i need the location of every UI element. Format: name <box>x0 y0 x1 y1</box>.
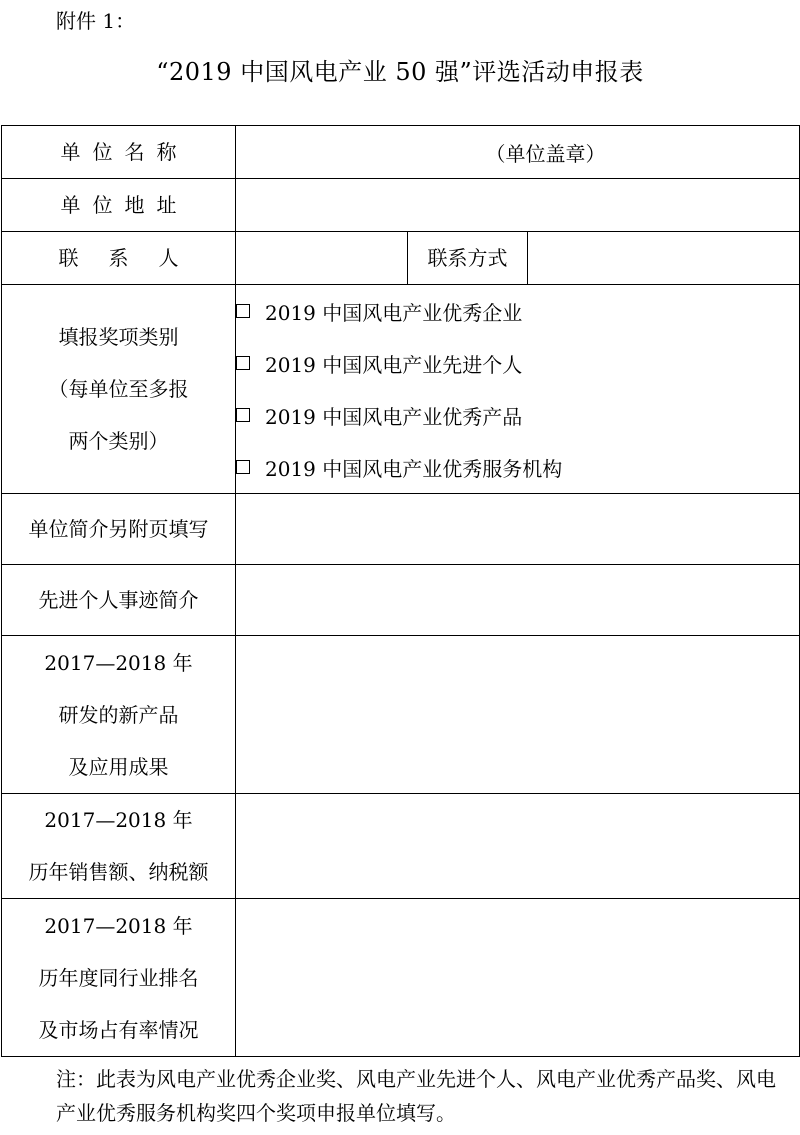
attachment-label: 附件 1： <box>56 9 136 33</box>
row-rd-products <box>2 636 800 794</box>
award-option-excellent-enterprise[interactable] <box>236 285 799 337</box>
award-option-excellent-product[interactable] <box>236 389 799 441</box>
checkbox-icon[interactable] <box>236 356 250 370</box>
industry-rank-label-line-1: 2017—2018 年 <box>44 913 193 938</box>
checkbox-icon[interactable] <box>236 304 250 318</box>
unit-seal-note: （单位盖章） <box>485 141 606 166</box>
award-option-label: 2019 中国风电产业优秀服务机构 <box>265 456 563 481</box>
row-award-category <box>2 285 800 494</box>
unit-name-label-cell <box>2 126 236 179</box>
rd-products-label-line-1: 2017—2018 年 <box>44 650 193 675</box>
sales-tax-label-line-1: 2017—2018 年 <box>44 808 193 832</box>
unit-name-label: 单位名称 <box>60 140 189 164</box>
unit-address-label: 单位地址 <box>60 193 189 217</box>
rd-products-field[interactable] <box>236 636 800 794</box>
row-contact <box>2 232 800 285</box>
row-unit-address <box>2 179 800 232</box>
contact-method-field[interactable] <box>528 232 800 285</box>
industry-rank-label-line-2: 历年度同行业排名 <box>38 965 199 990</box>
contact-method-label: 联系方式 <box>408 232 528 285</box>
unit-address-field[interactable] <box>236 179 800 232</box>
sales-tax-label-line-2: 历年销售额、纳税额 <box>28 860 209 884</box>
rd-products-label <box>2 636 236 794</box>
row-sales-tax <box>2 794 800 899</box>
industry-rank-label <box>2 899 236 1057</box>
award-options <box>236 285 800 494</box>
person-deeds-field[interactable] <box>236 565 800 636</box>
industry-rank-field[interactable] <box>236 899 800 1057</box>
checkbox-icon[interactable] <box>236 408 250 422</box>
rd-products-label-line-2: 研发的新产品 <box>58 702 179 727</box>
person-deeds-label: 先进个人事迹简介 <box>2 565 236 636</box>
row-unit-intro <box>2 494 800 565</box>
footnote: 注：此表为风电产业优秀企业奖、风电产业先进个人、风电产业优秀产品奖、风电产业优秀服务机构奖四个奖项申报单位填写。 <box>56 1067 776 1125</box>
sales-tax-field[interactable] <box>236 794 800 899</box>
contact-person-field[interactable] <box>236 232 408 285</box>
unit-intro-label: 单位简介另附页填写 <box>2 494 236 565</box>
sales-tax-label <box>2 794 236 899</box>
unit-address-label-cell <box>2 179 236 232</box>
unit-name-field[interactable] <box>236 126 800 179</box>
industry-rank-label-line-3: 及市场占有率情况 <box>38 1017 199 1042</box>
unit-intro-field[interactable] <box>236 494 800 565</box>
row-unit-name <box>2 126 800 179</box>
award-option-label: 2019 中国风电产业优秀企业 <box>265 300 523 325</box>
award-category-label-line-3: 两个类别） <box>68 429 169 453</box>
row-person-deeds <box>2 565 800 636</box>
checkbox-icon[interactable] <box>236 460 250 474</box>
award-option-label: 2019 中国风电产业先进个人 <box>265 352 523 377</box>
application-form-table <box>1 125 800 1057</box>
award-category-label-line-1: 填报奖项类别 <box>58 325 179 349</box>
row-industry-rank <box>2 899 800 1057</box>
award-option-advanced-individual[interactable] <box>236 337 799 389</box>
contact-person-label-cell <box>2 232 236 285</box>
award-category-label-line-2: （每单位至多报 <box>48 377 189 401</box>
award-option-label: 2019 中国风电产业优秀产品 <box>265 404 523 429</box>
form-title: “2019 中国风电产业 50 强”评选活动申报表 <box>156 58 644 86</box>
award-option-service-institution[interactable] <box>236 441 799 493</box>
contact-person-label: 联系人 <box>58 246 209 270</box>
rd-products-label-line-3: 及应用成果 <box>68 754 169 779</box>
award-category-label <box>2 285 236 494</box>
